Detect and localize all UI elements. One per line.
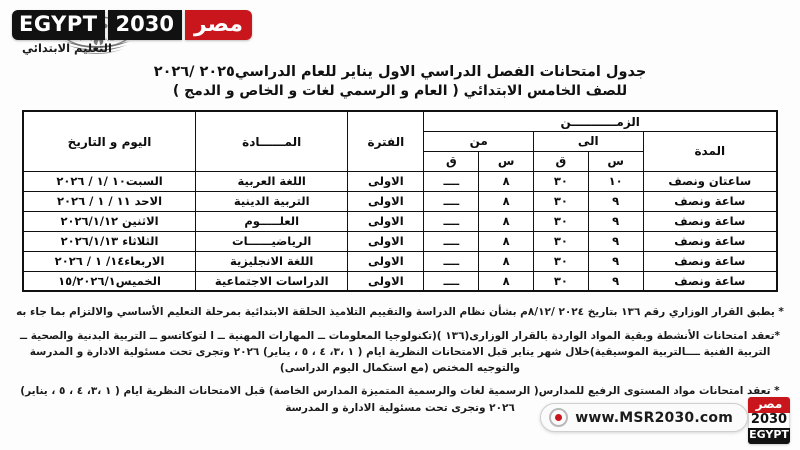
cell-to-hours: ٩ (588, 191, 643, 211)
cell-from-hours: ٨ (479, 251, 534, 271)
cell-period: الاولى (348, 191, 424, 211)
watermark-url: www.MSR2030.com (575, 409, 733, 426)
cell-date: الثلاثاء ٢٠٢٦/١/١٣ (23, 231, 196, 251)
brand-subtitle: التعليم الابتدائي (22, 41, 112, 55)
cell-subject: الرياضيــــــات (196, 231, 348, 251)
cell-to-hours: ١٠ (588, 171, 643, 191)
cell-subject: العلـــــوم (196, 211, 348, 231)
exam-schedule-table-wrapper (22, 110, 778, 292)
cell-duration: ساعتان ونصف (643, 171, 777, 191)
cell-period: الاولى (348, 231, 424, 251)
cell-period: الاولى (348, 271, 424, 291)
cell-duration: ساعة ونصف (643, 191, 777, 211)
header-duration: المدة (643, 131, 777, 171)
cell-to-minutes: ٣٠ (534, 271, 589, 291)
table-row (23, 171, 777, 191)
cell-period: الاولى (348, 171, 424, 191)
table-row (23, 271, 777, 291)
logo-year-text: 2030 (108, 10, 182, 40)
cell-to-minutes: ٣٠ (534, 211, 589, 231)
cell-to-minutes: ٣٠ (534, 191, 589, 211)
cell-date: السبت١٠ /١ / ٢٠٢٦ (23, 171, 196, 191)
cell-duration: ساعة ونصف (643, 231, 777, 251)
cell-date: الاثنين ٢٠٢٦/١/١٢ (23, 211, 196, 231)
corner-badge-year: 2030 (748, 413, 790, 428)
cell-to-minutes: ٣٠ (534, 251, 589, 271)
header-subject: المــــــادة (196, 111, 348, 171)
cell-to-hours: ٩ (588, 211, 643, 231)
cell-duration: ساعة ونصف (643, 271, 777, 291)
cell-to-minutes: ٣٠ (534, 231, 589, 251)
record-dot-icon (549, 408, 568, 427)
cell-from-hours: ٨ (479, 271, 534, 291)
cell-from-hours: ٨ (479, 171, 534, 191)
header-date: اليوم و التاريخ (23, 111, 196, 171)
table-row (23, 251, 777, 271)
title-line-2: للصف الخامس الابتدائي ( العام و الرسمي لغات و الخاص و الدمج ) (172, 83, 628, 99)
footnote-ministerial-decree: * يطبق القرار الوزاري رقم ١٣٦ بتاريخ ٢٠٢٤ /٨/١٢م بشأن نظام الدراسة والتقييم التلاميذ الحلقة الابتدائية بمرحلة التعليم الأساسي والالتزام بما جاء به (16, 306, 784, 319)
header-from: من (424, 131, 534, 151)
table-body (23, 171, 777, 291)
exam-schedule-table (22, 110, 778, 292)
header-to-minutes: ق (534, 151, 589, 171)
cell-period: الاولى (348, 251, 424, 271)
cell-subject: اللغة الانجليزية (196, 251, 348, 271)
table-row (23, 211, 777, 231)
cell-to-hours: ٩ (588, 271, 643, 291)
cell-subject: الدراسات الاجتماعية (196, 271, 348, 291)
cell-period: الاولى (348, 211, 424, 231)
cell-from-minutes: ــــ (424, 191, 479, 211)
cell-from-minutes: ــــ (424, 231, 479, 251)
logo-egypt-text: EGYPT (12, 10, 105, 40)
corner-badge-egypt: EGYPT (748, 428, 790, 444)
cell-to-hours: ٩ (588, 231, 643, 251)
header-row-top (23, 111, 777, 131)
document-title (0, 62, 800, 101)
header-to-hours: س (588, 151, 643, 171)
header-from-minutes: ق (424, 151, 479, 171)
footnote-activities-exams: *تعقد امتحانات الأنشطة وبقية المواد الواردة بالقرار الوزارى(١٣٦ )(تكنولوجيا المعلومات ــ المهارات المهنية ــ ا لتوكاتسو ــ التربية البدنية والصحية ــ التربية الفنية ــــالتربية الموسيقية)خلال شهر يناير قبل الامتحانات النظرية ايام ( ١ ،٣، ٤ ، ٥ ، يناير) ٢٠٢٦ وتجرى تحت مسئولية الادارة و المدرسة والتوجيه المختص (مع استكمال اليوم الدراسى) (19, 329, 781, 375)
header-band (0, 0, 800, 62)
logo-masr-text: مصر (185, 10, 252, 40)
table-row (23, 231, 777, 251)
title-line-1: جدول امتحانات الفصل الدراسي الاول يناير للعام الدراسي٢٠٢٥ /٢٠٢٦ (153, 64, 647, 80)
cell-date: الاحد ١١ / ١ / ٢٠٢٦ (23, 191, 196, 211)
footnotes (14, 304, 786, 416)
cell-date: الخميس١٥/٢٠٢٦/١ (23, 271, 196, 291)
table-row (23, 191, 777, 211)
cell-from-hours: ٨ (479, 211, 534, 231)
egypt-2030-logo (12, 10, 252, 40)
website-watermark (540, 403, 748, 432)
corner-badge-masr: مصر (748, 397, 790, 413)
cell-subject: اللغة العربية (196, 171, 348, 191)
footnote-high-level-exams: * تعقد امتحانات مواد المستوى الرفيع للمدارس( الرسمية لغات والرسمية المتميزة المدارس الخاصة) قبل الامتحانات النظرية ايام ( ١ ،٣، ٤ ، ٥ ، يناير) ٢٠٢٦ وتجرى تحت مسئولية الادارة و المدرسة (20, 385, 780, 414)
cell-to-hours: ٩ (588, 251, 643, 271)
cell-duration: ساعة ونصف (643, 211, 777, 231)
cell-from-minutes: ــــ (424, 251, 479, 271)
header-period: الفترة (348, 111, 424, 171)
cell-subject: التربية الدينية (196, 191, 348, 211)
cell-from-hours: ٨ (479, 231, 534, 251)
cell-from-minutes: ــــ (424, 171, 479, 191)
header-zaman: الزمـــــــــــن (424, 111, 777, 131)
corner-egypt-2030-badge (748, 397, 790, 444)
cell-from-minutes: ــــ (424, 271, 479, 291)
cell-from-minutes: ــــ (424, 211, 479, 231)
cell-duration: ساعة ونصف (643, 251, 777, 271)
header-to: الى (534, 131, 644, 151)
header-from-hours: س (479, 151, 534, 171)
cell-from-hours: ٨ (479, 191, 534, 211)
table-head (23, 111, 777, 171)
cell-to-minutes: ٣٠ (534, 171, 589, 191)
cell-date: الاربعاء١٤/ ١ / ٢٠٢٦ (23, 251, 196, 271)
